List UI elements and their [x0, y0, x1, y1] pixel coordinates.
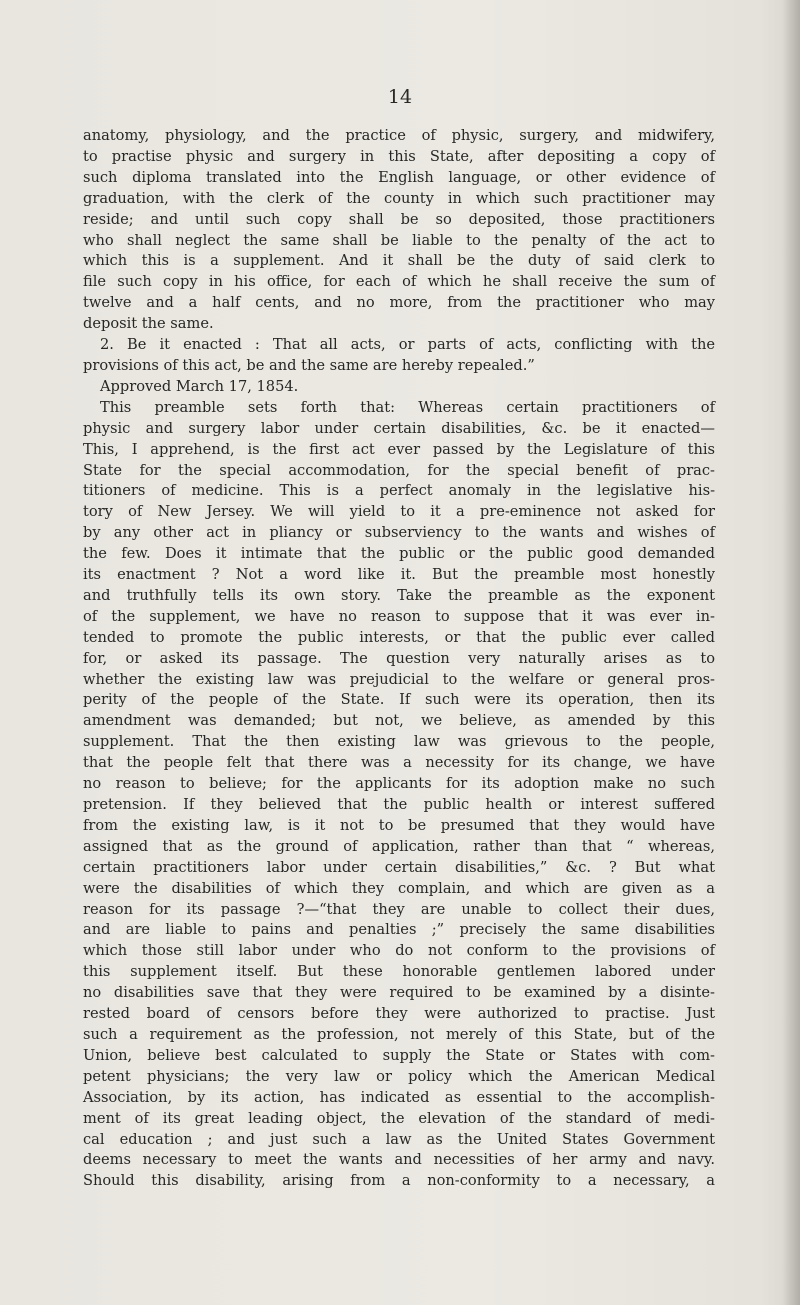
text-line: provisions of this act, be and the same are hereby repealed.” [83, 356, 535, 374]
text-line: supplement. That the then existing law was grievous to the people, [83, 733, 715, 751]
text-line: file such copy in his office, for each of which he shall receive the sum of [83, 273, 715, 291]
text-line: assigned that as the ground of application, rather than that “ whereas, [83, 837, 715, 855]
page-number: 14 [387, 86, 413, 108]
text-line: which those still labor under who do not conform to the provisions of [83, 942, 715, 960]
text-line: whether the existing law was prejudicial to the welfare or general pros- [83, 670, 715, 688]
text-line: State for the special accommodation, for the special benefit of prac- [83, 461, 715, 479]
text-line: Approved March 17, 1854. [100, 377, 299, 395]
text-line: from the existing law, is it not to be presumed that they would have [83, 816, 715, 834]
text-line: who shall neglect the same shall be liable to the penalty of the act to [83, 231, 715, 249]
text-line: rested board of censors before they were authorized to practise. Just [83, 1005, 715, 1023]
text-line: Association, by its action, has indicated as essential to the accomplish- [83, 1088, 715, 1106]
text-line: and truthfully tells its own story. Take the preamble as the exponent [83, 586, 715, 604]
text-line: Union, believe best calculated to supply the State or States with com- [83, 1046, 715, 1064]
text-line: such a requirement as the profession, not merely of this State, but of the [83, 1025, 715, 1043]
text-line: that the people felt that there was a necessity for its change, we have [83, 754, 715, 772]
text-line: perity of the people of the State. If such were its operation, then its [83, 691, 715, 709]
text-line: for, or asked its passage. The question very naturally arises as to [83, 649, 715, 667]
text-line: physic and surgery labor under certain disabilities, &c. be it enacted— [83, 419, 715, 437]
text-line: by any other act in pliancy or subserviency to the wants and wishes of [83, 524, 715, 542]
text-line: tended to promote the public interests, or that the public ever called [83, 628, 715, 646]
text-line: amendment was demanded; but not, we believe, as amended by this [83, 712, 715, 730]
text-line: This, I apprehend, is the first act ever passed by the Legislature of this [83, 440, 715, 458]
text-line: certain practitioners labor under certain disabilities,” &c. ? But what [83, 858, 715, 876]
text-line: of the supplement, we have no reason to suppose that it was ever in- [83, 607, 715, 625]
text-line: deposit the same. [83, 315, 214, 333]
text-line: deems necessary to meet the wants and necessities of her army and navy. [83, 1151, 715, 1169]
text-line: cal education ; and just such a law as the United States Government [83, 1130, 715, 1148]
text-line: pretension. If they believed that the public health or interest suffered [83, 796, 715, 813]
text-line: were the disabilities of which they complain, and which are given as a [83, 879, 715, 897]
text-line: to practise physic and surgery in this State, after depositing a copy of [83, 147, 715, 165]
page-edge-shadow [782, 0, 800, 1305]
text-line: graduation, with the clerk of the county in which such practitioner may [83, 189, 715, 207]
body-text [83, 126, 715, 1192]
text-line: no reason to believe; for the applicants for its adoption make no such [83, 775, 715, 793]
text-line: titioners of medicine. This is a perfect anomaly in the legislative his- [83, 482, 715, 500]
text-line: its enactment ? Not a word like it. But the preamble most honestly [83, 566, 715, 584]
text-line: and are liable to pains and penalties ;” precisely the same disabilities [83, 921, 715, 939]
text-line: Should this disability, arising from a non-conformity to a necessary, a [83, 1172, 715, 1190]
text-line: such diploma translated into the English language, or other evidence of [83, 168, 715, 186]
text-line: ment of its great leading object, the elevation of the standard of medi- [83, 1109, 715, 1127]
text-line: tory of New Jersey. We will yield to it a pre-eminence not asked for [83, 503, 715, 521]
text-line: twelve and a half cents, and no more, from the practitioner who may [83, 294, 715, 312]
text-line: This preamble sets forth that: Whereas certain practitioners of [100, 398, 715, 416]
text-line: reside; and until such copy shall be so deposited, those practitioners [83, 210, 715, 228]
text-line: which this is a supplement. And it shall be the duty of said clerk to [83, 252, 715, 270]
text-line: the few. Does it intimate that the public or the public good demanded [83, 545, 715, 563]
text-line: petent physicians; the very law or policy which the American Medical [83, 1067, 715, 1085]
text-line: 2. Be it enacted : That all acts, or parts of acts, conflicting with the [100, 336, 715, 354]
text-line: reason for its passage ?—“that they are unable to collect their dues, [83, 900, 715, 918]
text-line: no disabilities save that they were required to be examined by a disinte- [83, 984, 715, 1002]
text-line: this supplement itself. But these honorable gentlemen labored under [83, 963, 715, 981]
text-line: anatomy, physiology, and the practice of physic, surgery, and midwifery, [83, 127, 715, 144]
